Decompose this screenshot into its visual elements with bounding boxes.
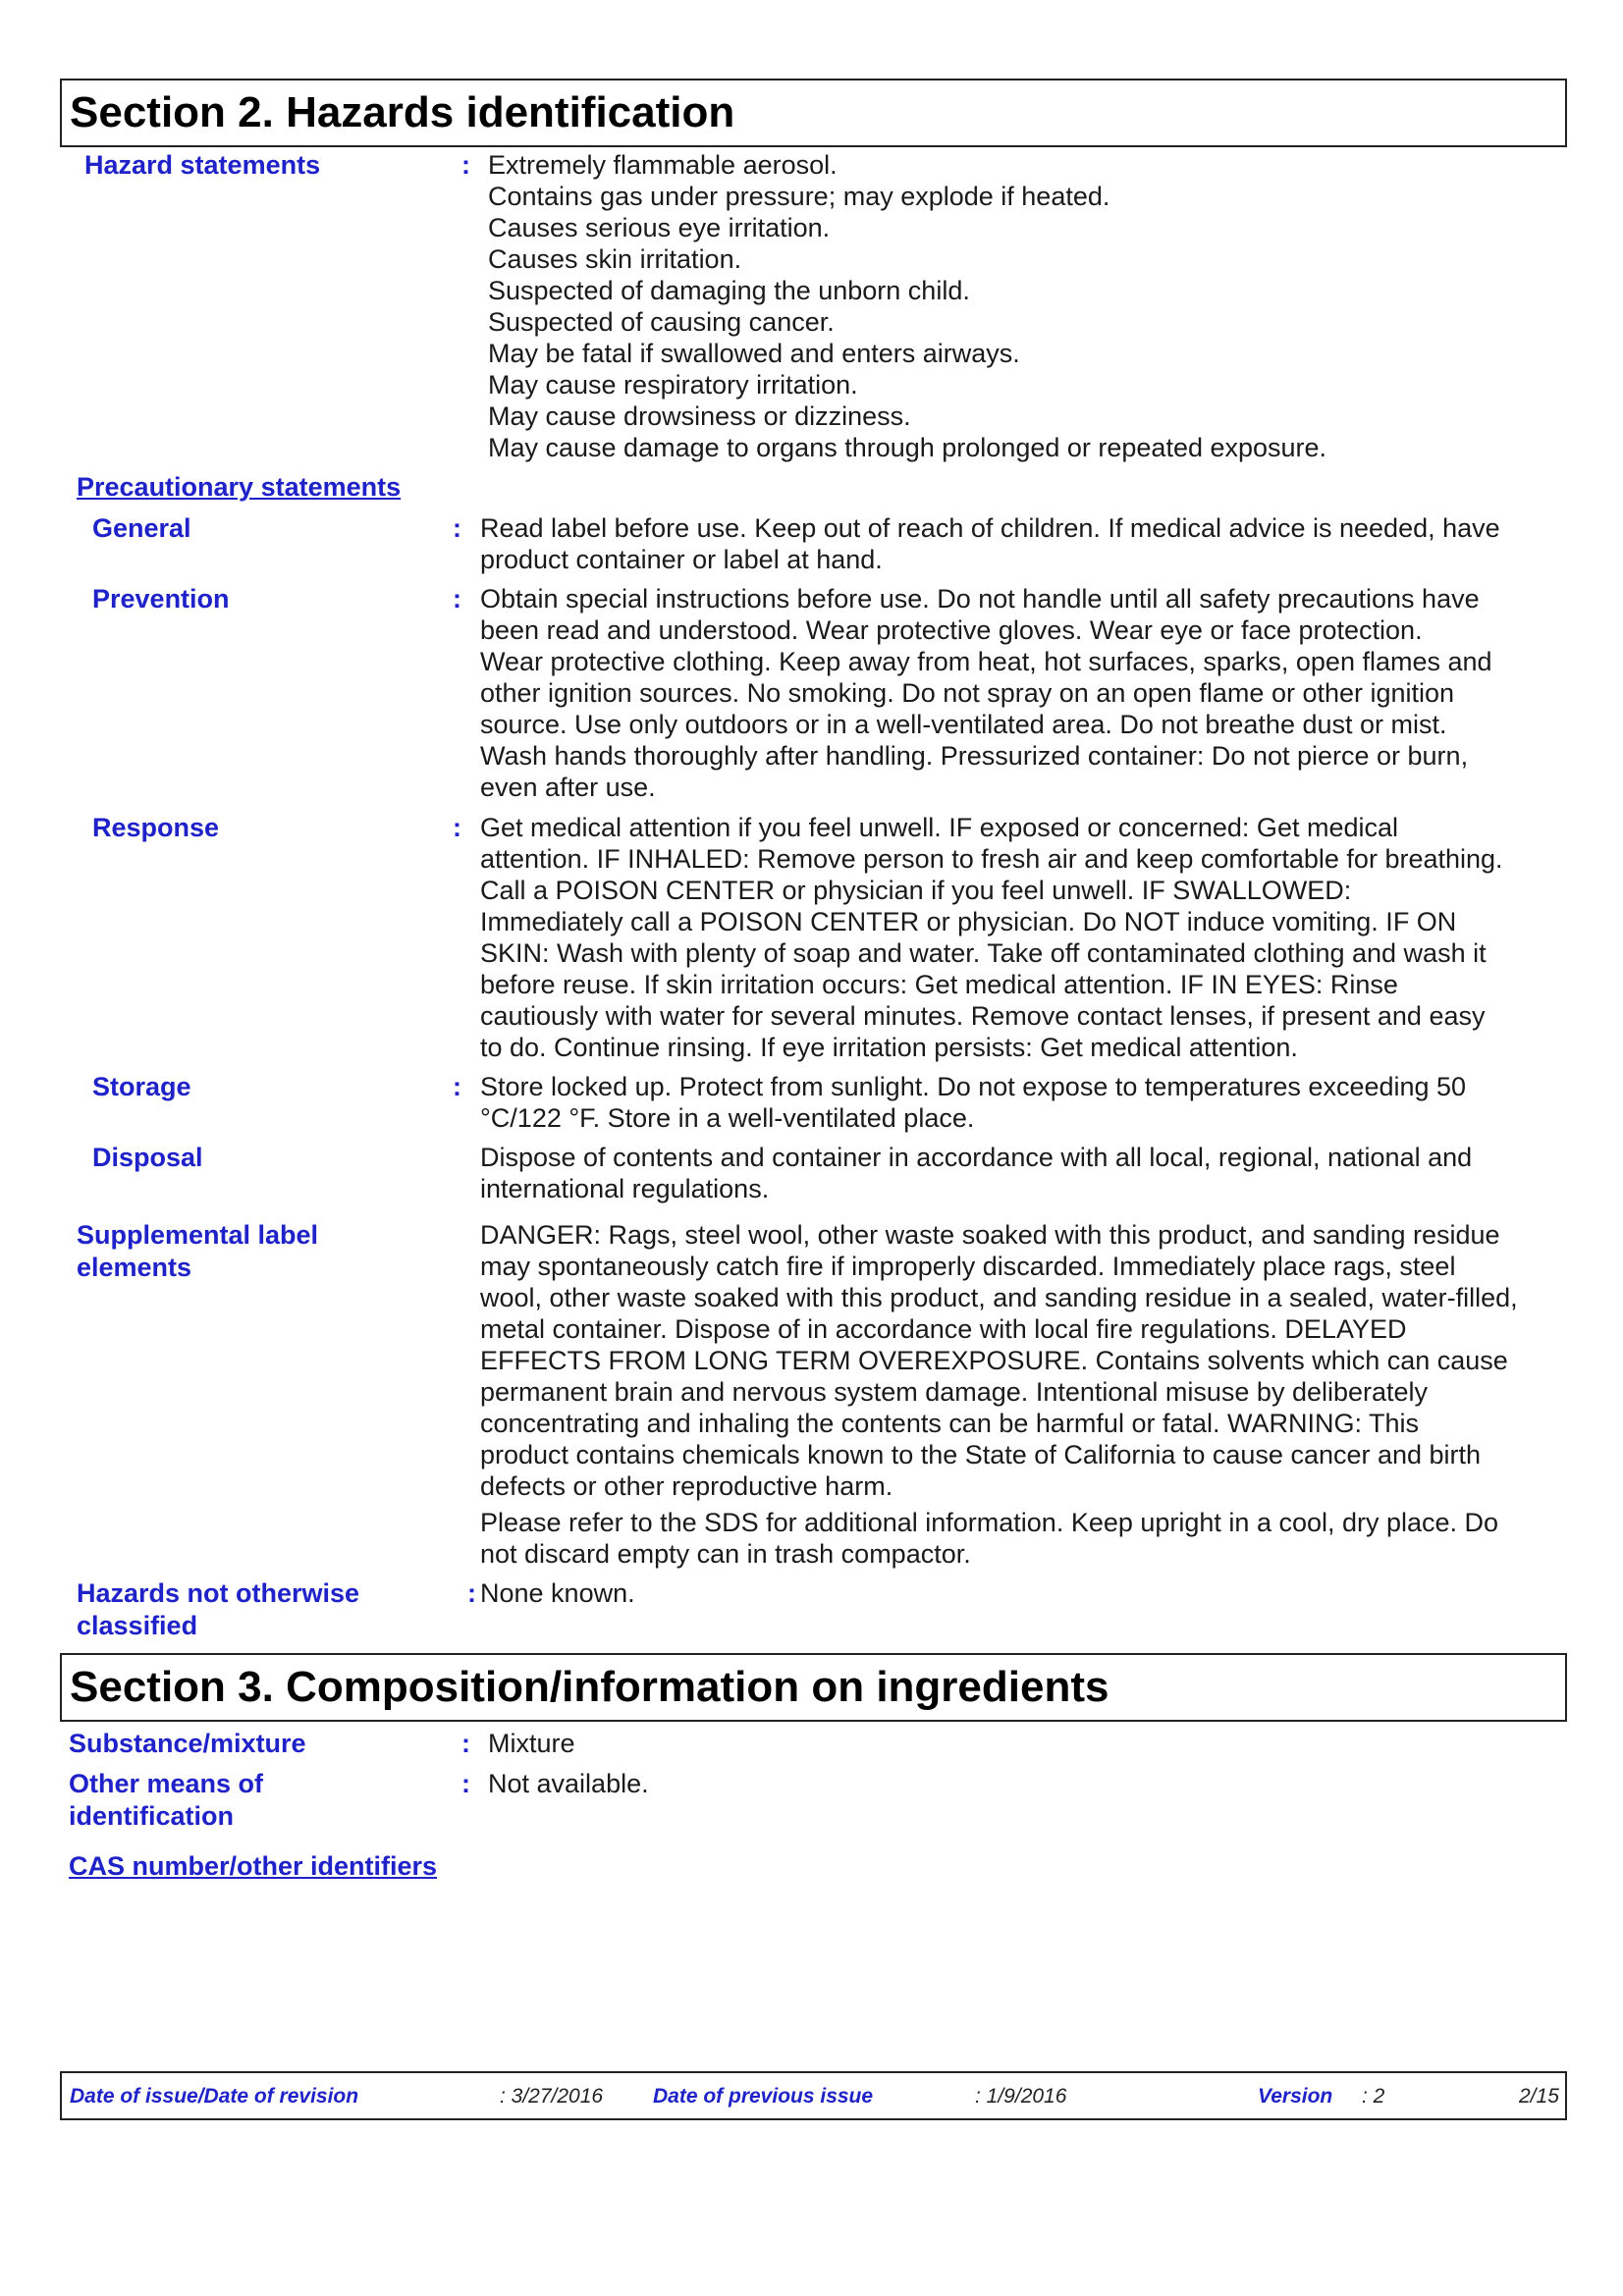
supplemental-line: Please refer to the SDS for additional information. Keep upright in a cool, dry place. Do [480,1508,1499,1537]
hazard-statements-text [488,149,1326,463]
supplemental-line: metal container. Dispose of in accordance with local fire regulations. DELAYED [480,1314,1407,1344]
issue-date-label: Date of issue/Date of revision [70,2085,359,2108]
prevention-line: source. Use only outdoors or in a well-ventilated area. Do not breathe dust or mist. [480,710,1447,739]
prevention-line: Wear protective clothing. Keep away from heat, hot surfaces, sparks, open flames and [480,647,1492,676]
hazard-statements-colon: : [461,150,470,180]
prevention-line: other ignition sources. No smoking. Do not spray on an open flame or other ignition [480,678,1455,708]
precautionary-statements-heading: Precautionary statements [77,472,402,502]
version-value: : 2 [1362,2085,1385,2108]
response-line: before reuse. If skin irritation occurs: Get medical attention. IF IN EYES: Rinse [480,970,1398,999]
general-line: Read label before use. Keep out of reach of children. If medical advice is needed, have [480,513,1500,543]
substance-value: Mixture [488,1729,575,1758]
section2-title: Section 2. Hazards identification [60,79,1567,147]
hnoc-label [77,1577,359,1642]
supplemental-line: may spontaneously catch fire if improperly discarded. Immediately place rags, steel [480,1252,1456,1281]
hazard-line: Contains gas under pressure; may explode if heated. [488,182,1110,211]
hazard-line: May cause drowsiness or dizziness. [488,401,911,431]
page-number: 2/15 [1519,2085,1559,2108]
hnoc-value: None known. [480,1578,635,1608]
supplemental-line: DANGER: Rags, steel wool, other waste soaked with this product, and sanding residue [480,1220,1500,1250]
supplemental-line: product contains chemicals known to the State of California to cause cancer and birth [480,1440,1482,1469]
supplemental-line: defects or other reproductive harm. [480,1471,893,1501]
response-line: SKIN: Wash with plenty of soap and water. Take off contaminated clothing and wash it [480,938,1487,968]
version-label: Version [1258,2085,1333,2108]
previous-issue-label: Date of previous issue [653,2085,874,2108]
response-line: to do. Continue rinsing. If eye irritation persists: Get medical attention. [480,1033,1298,1062]
previous-issue-value: : 1/9/2016 [975,2085,1067,2108]
prevention-line: Wash hands thoroughly after handling. Pressurized container: Do not pierce or burn, [480,741,1469,771]
hazard-line: Suspected of damaging the unborn child. [488,276,970,305]
storage-text [480,1071,1466,1134]
response-text [480,812,1503,1063]
hazard-line: May be fatal if swallowed and enters airways. [488,339,1020,368]
hazard-line: Suspected of causing cancer. [488,307,835,337]
supplemental-text [480,1219,1518,1502]
page-footer [60,2071,1567,2120]
section3-title: Section 3. Composition/information on ingredients [60,1653,1567,1722]
storage-colon: : [453,1072,461,1101]
prevention-text [480,583,1492,803]
other-means-value: Not available. [488,1769,649,1798]
hnoc-label-line: classified [77,1611,198,1640]
supplemental-label-line: Supplemental label [77,1220,319,1250]
response-line: cautiously with water for several minutes. Remove contact lenses, if present and easy [480,1001,1486,1031]
hnoc-colon: : [467,1578,476,1608]
hazard-statements-label: Hazard statements [84,150,321,180]
disposal-line: international regulations. [480,1174,770,1203]
supplemental-line: concentrating and inhaling the contents can be harmful or fatal. WARNING: This [480,1409,1419,1438]
substance-label: Substance/mixture [69,1729,306,1758]
supplemental-line: EFFECTS FROM LONG TERM OVEREXPOSURE. Contains solvents which can cause [480,1346,1508,1375]
supplemental-line: wool, other waste soaked with this product, and sanding residue in a sealed, water-filled, [480,1283,1518,1312]
disposal-label: Disposal [92,1143,203,1172]
supplemental-text-2 [480,1507,1498,1570]
response-line: Immediately call a POISON CENTER or physician. Do NOT induce vomiting. IF ON [480,907,1457,936]
general-text [480,512,1500,575]
general-label: General [92,513,191,543]
general-colon: : [453,513,461,543]
prevention-line: even after use. [480,773,656,802]
response-line: attention. IF INHALED: Remove person to fresh air and keep comfortable for breathing. [480,844,1503,874]
other-means-colon: : [461,1769,470,1798]
hazard-line: May cause respiratory irritation. [488,370,858,400]
substance-colon: : [461,1729,470,1758]
disposal-line: Dispose of contents and container in accordance with all local, regional, national and [480,1143,1473,1172]
response-colon: : [453,813,461,842]
storage-line: °C/122 °F. Store in a well-ventilated place. [480,1103,975,1133]
hazard-line: Causes skin irritation. [488,244,742,274]
supplemental-line: not discard empty can in trash compactor. [480,1539,971,1569]
hazard-line: May cause damage to organs through prolonged or repeated exposure. [488,433,1327,462]
storage-label: Storage [92,1072,191,1101]
hazard-line: Extremely flammable aerosol. [488,150,838,180]
issue-date-value: : 3/27/2016 [500,2085,604,2108]
general-line: product container or label at hand. [480,545,883,574]
other-means-label [69,1768,263,1833]
disposal-text [480,1142,1472,1204]
cas-heading: CAS number/other identifiers [69,1851,438,1881]
response-label: Response [92,813,220,842]
storage-line: Store locked up. Protect from sunlight. Do not expose to temperatures exceeding 50 [480,1072,1467,1101]
other-means-label-line: identification [69,1801,234,1831]
prevention-line: been read and understood. Wear protective gloves. Wear eye or face protection. [480,615,1423,645]
response-line: Call a POISON CENTER or physician if you feel unwell. IF SWALLOWED: [480,876,1352,905]
hazard-line: Causes serious eye irritation. [488,213,831,242]
other-means-label-line: Other means of [69,1769,264,1798]
supplemental-label-line: elements [77,1253,192,1282]
response-line: Get medical attention if you feel unwell. IF exposed or concerned: Get medical [480,813,1398,842]
supplemental-label [77,1219,318,1284]
supplemental-line: permanent brain and nervous system damage. Intentional misuse by deliberately [480,1377,1429,1407]
hnoc-label-line: Hazards not otherwise [77,1578,360,1608]
prevention-line: Obtain special instructions before use. Do not handle until all safety precautions have [480,584,1480,614]
prevention-colon: : [453,584,461,614]
prevention-label: Prevention [92,584,230,614]
